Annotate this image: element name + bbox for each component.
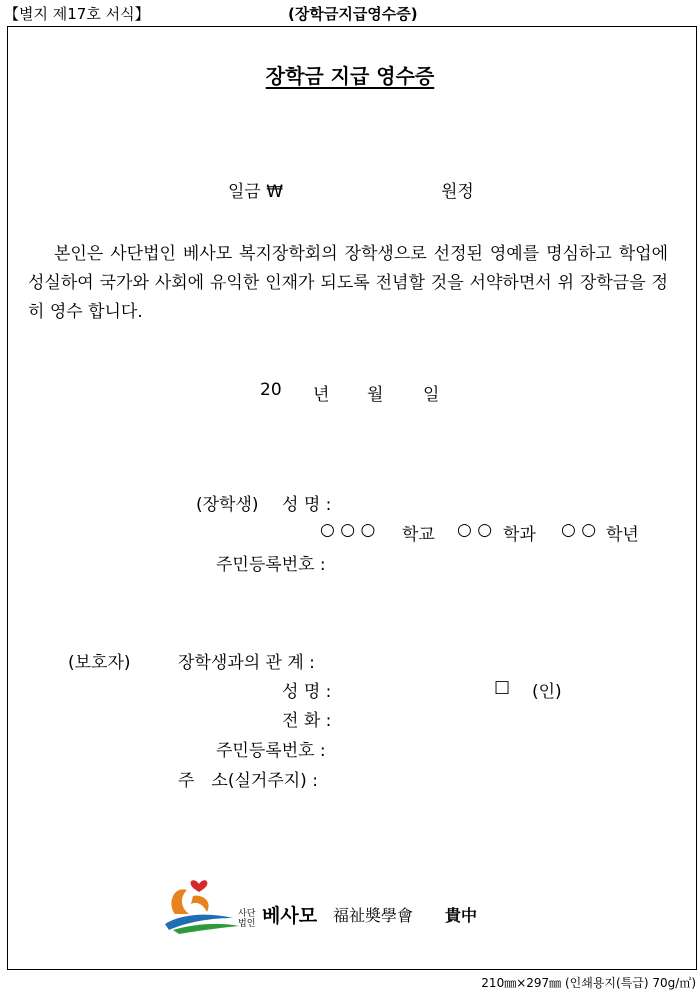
document-frame [7, 26, 697, 970]
student-role-label: (장학생) [196, 495, 259, 515]
student-name-label: 성 명 : [282, 495, 332, 515]
student-id-label: 주민등록번호 : [216, 555, 326, 575]
guardian-name-label: 성 명 : [282, 682, 332, 702]
amount-prefix: 일금 ₩ [228, 182, 284, 202]
school-unit: 학교 [402, 525, 435, 545]
logo-name: 베사모 [262, 905, 318, 927]
form-number-label: 【별지 제17호 서식】 [4, 5, 150, 23]
grade-unit: 학년 [606, 525, 639, 545]
guardian-id-label: 주민등록번호 : [216, 741, 326, 761]
guardian-address-label: 주 소(실거주지) : [178, 771, 318, 791]
amount-suffix: 원정 [441, 182, 474, 202]
seal-label: (인) [532, 682, 562, 702]
pledge-text: 본인은 사단법인 베사모 복지장학회의 장학생으로 선정된 영예를 명심하고 학업에 성실하여 국가와 사회에 유익한 인재가 되도록 전념할 것을 서약하면서 위 장학금을 정히 영수 합니다. [28, 244, 668, 322]
date-month-unit: 월 [367, 385, 384, 405]
guardian-role-label: (보호자) [68, 653, 131, 673]
dept-unit: 학과 [503, 525, 536, 545]
heart-figure-icon [165, 880, 239, 934]
form-title-label: (장학금지급영수증) [288, 5, 418, 23]
document-title: 장학금 지급 영수증 [265, 64, 435, 88]
guardian-relation-label: 장학생과의 관 계 : [178, 653, 315, 673]
logo-small-top: 사단 [238, 909, 256, 919]
date-year-unit: 년 [313, 385, 330, 405]
grade-placeholder: ○ ○ [561, 520, 597, 540]
logo-hanja: 福祉奬學會 [333, 906, 414, 925]
date-day-unit: 일 [423, 385, 440, 405]
school-placeholder: ○ ○ ○ [320, 520, 376, 540]
logo-suffix: 貴中 [445, 906, 478, 925]
date-year: 20 [260, 380, 282, 400]
besamo-logo [163, 874, 493, 936]
paper-spec-footer: 210㎜×297㎜ (인쇄용지(특급) 70g/㎡) [481, 976, 696, 990]
dept-placeholder: ○ ○ [457, 520, 493, 540]
logo-small-bottom: 법인 [238, 919, 256, 929]
guardian-phone-label: 전 화 : [282, 711, 332, 731]
seal-box: □ [494, 677, 511, 697]
